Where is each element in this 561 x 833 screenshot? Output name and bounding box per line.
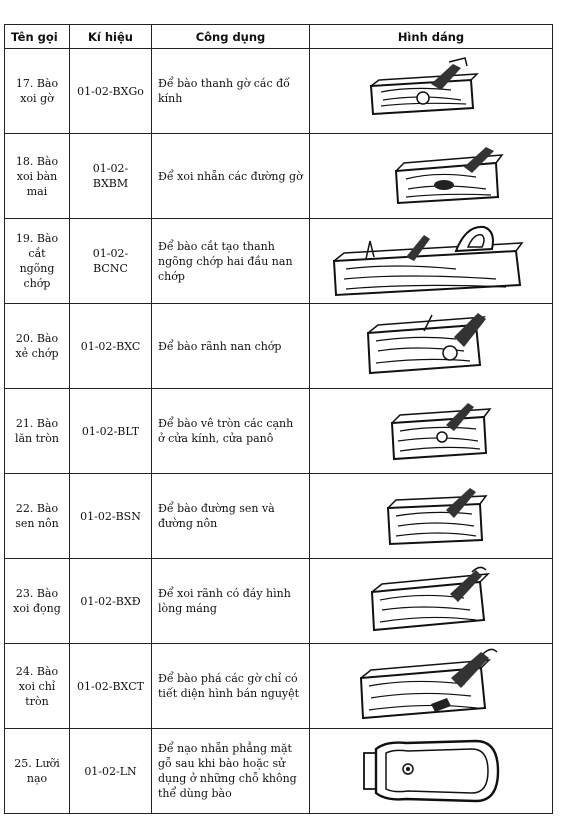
tool-table (4, 24, 553, 814)
table-row (5, 304, 553, 389)
tool-name-cell (5, 559, 70, 644)
tool-shape-cell (310, 474, 553, 559)
tool-name: 17. Bào xoi gờ (15, 77, 59, 105)
tool-shape-cell (310, 49, 553, 134)
header-usage: Công dụng (152, 25, 310, 49)
tool-code: 01-02-BXCT (70, 644, 152, 729)
table-row (5, 644, 553, 729)
tool-name: 21. Bào lăn tròn (14, 417, 60, 445)
tool-usage: Để bào rãnh nan chớp (152, 304, 310, 389)
round-plane-icon (356, 395, 506, 467)
tool-name-cell (5, 389, 70, 474)
tool-shape-cell (310, 219, 553, 304)
tool-shape-cell (310, 559, 553, 644)
tool-usage: Để bào vê tròn các cạnh ở cửa kính, cửa panô (152, 389, 310, 474)
tool-usage: Để bào phá các gờ chỉ có tiết diện hình bán nguyệt (152, 644, 310, 729)
tool-code: 01-02-BXC (70, 304, 152, 389)
table-row (5, 49, 553, 134)
tool-code: 01-02-LN (70, 729, 152, 814)
tool-name-cell (5, 49, 70, 134)
tool-name-cell (5, 644, 70, 729)
tool-name: 20. Bào xẻ chớp (15, 332, 59, 360)
tool-code: 01-02-BXĐ (70, 559, 152, 644)
moulding-plane-icon (346, 141, 516, 211)
table-row (5, 474, 553, 559)
header-name: Tên gọi (5, 25, 70, 49)
bead-plane-icon (341, 646, 521, 726)
tool-name: 22. Bào sen nôn (15, 502, 59, 530)
scraper-icon (346, 731, 516, 811)
tenon-plane-icon (316, 221, 546, 301)
tool-code: 01-02-BXBM (70, 134, 152, 219)
tool-usage: Để xoi nhẵn các đường gờ (152, 134, 310, 219)
tool-code: 01-02-BCNC (70, 219, 152, 304)
tool-code: 01-02-BXGo (70, 49, 152, 134)
tool-name-cell (5, 474, 70, 559)
table-row (5, 134, 553, 219)
tool-shape-cell (310, 389, 553, 474)
tool-usage: Để bào cắt tạo thanh ngõng chớp hai đầu nan chớp (152, 219, 310, 304)
table-row (5, 219, 553, 304)
hollow-plane-icon (346, 562, 516, 640)
tool-name: 23. Bào xoi đọng (13, 587, 61, 615)
table-row (5, 559, 553, 644)
tool-usage: Để bào thanh gờ các đố kính (152, 49, 310, 134)
tool-usage: Để nạo nhẵn phẳng mặt gỗ sau khi bào hoặc sử dụng ở những chỗ không thể dùng bào (152, 729, 310, 814)
table-header-row (5, 25, 553, 49)
tool-usage: Để bào đường sen và đường nôn (152, 474, 310, 559)
header-code: Kí hiệu (70, 25, 152, 49)
header-shape: Hình dáng (310, 25, 553, 49)
tool-name: 19. Bào cắt ngõng chớp (15, 232, 59, 290)
rebate-plane-icon (361, 56, 501, 126)
tool-name: 24. Bào xoi chỉ tròn (15, 664, 59, 708)
tool-name-cell (5, 729, 70, 814)
tool-code: 01-02-BSN (70, 474, 152, 559)
tool-name-cell (5, 304, 70, 389)
tool-name-cell (5, 134, 70, 219)
tool-name: 25. Lưỡi nạo (14, 757, 60, 785)
tool-usage: Để xoi rãnh có đáy hình lòng máng (152, 559, 310, 644)
tool-code: 01-02-BLT (70, 389, 152, 474)
tool-name-cell (5, 219, 70, 304)
tool-shape-cell (310, 729, 553, 814)
table-row (5, 729, 553, 814)
tool-name: 18. Bào xoi bàn mai (15, 154, 59, 198)
tool-shape-cell (310, 644, 553, 729)
tool-shape-cell (310, 134, 553, 219)
ogee-plane-icon (356, 480, 506, 552)
table-row (5, 389, 553, 474)
tool-shape-cell (310, 304, 553, 389)
groove-plane-icon (346, 307, 516, 385)
